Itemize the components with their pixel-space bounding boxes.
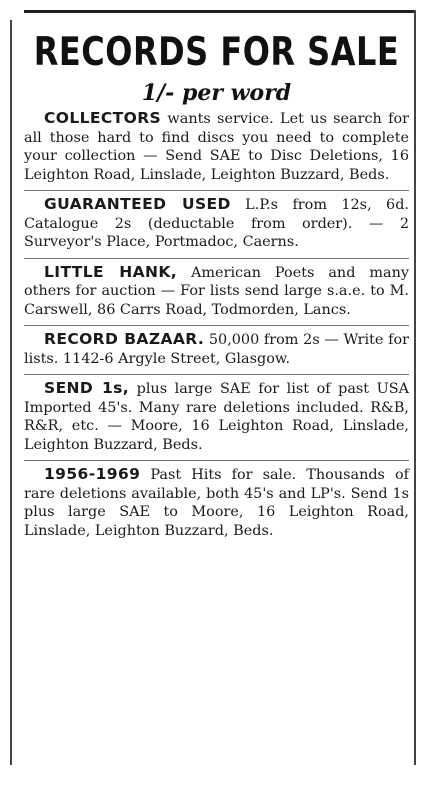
ad-body: Past Hits for sale. Thousands of rare deletions available, both 45's and LP's. Send 1s plus large SAE to Moore, 16 Leighton Road, Linslade, Leighton Buzzard, Beds. [24, 467, 409, 539]
ad-lead: LITTLE HANK, [44, 262, 178, 281]
rate-line: 1/- per word [141, 80, 292, 106]
ad-body: 50,000 from 2s — Write for lists. 1142-6 Argyle Street, Glasgow. [24, 332, 410, 367]
ad-past-hits [24, 463, 409, 544]
right-column-rule [414, 10, 416, 765]
ad-lead: RECORD BAZAAR. [44, 330, 205, 349]
ad-separator [24, 460, 409, 461]
ads-column [24, 22, 409, 544]
ad-lead: COLLECTORS [44, 109, 162, 128]
ad-separator [24, 325, 409, 326]
ad-body: L.P.s from 12s, 6d. Catalogue 2s (deductable from order). — 2 Surveyor's Place, Portmadoc, Caerns. [24, 197, 409, 251]
ad-lead: GUARANTEED USED [44, 195, 231, 214]
top-rule [24, 10, 416, 13]
ad-lead: 1956-1969 [44, 465, 141, 484]
ad-separator [24, 258, 409, 259]
ad-little-hank [24, 261, 409, 324]
section-heading: RECORDS FOR SALE [33, 28, 400, 75]
ad-send-1s [24, 377, 409, 458]
ad-collectors [24, 107, 409, 188]
ad-record-bazaar [24, 328, 409, 372]
ad-guaranteed-used [24, 193, 409, 256]
ad-body: plus large SAE for list of past USA Imported 45's. Many rare deletions included. R&B, R&R, etc. — Moore, 16 Leighton Road, Linslade, Leighton Buzzard, Beds. [24, 381, 409, 453]
ad-body: American Poets and many others for auction — For lists send large s.a.e. to M. Carswell, 86 Carrs Road, Todmorden, Lancs. [24, 264, 409, 318]
ad-separator [24, 374, 409, 375]
ad-separator [24, 190, 409, 191]
ad-body: wants service. Let us search for all those hard to find discs you need to complete your collection — Send SAE to Disc Deletions, 16 Leighton Road, Linslade, Leighton Buzzard, Beds. [24, 111, 409, 183]
ad-lead: SEND 1s, [44, 379, 130, 398]
left-column-rule [10, 20, 12, 765]
